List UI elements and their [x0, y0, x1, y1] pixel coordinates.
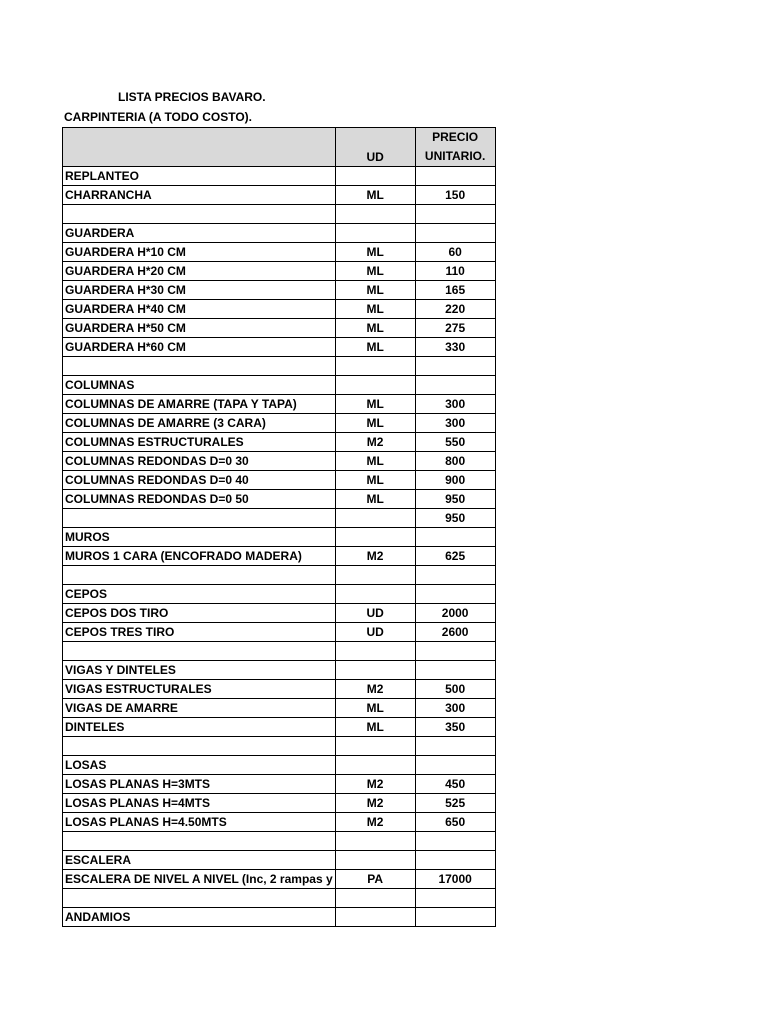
cell-unit: M2: [335, 547, 415, 566]
cell-unit: ML: [335, 319, 415, 338]
cell-description: GUARDERA H*60 CM: [63, 338, 336, 357]
cell-unit: ML: [335, 281, 415, 300]
cell-price: 950: [415, 490, 495, 509]
cell-unit: [335, 566, 415, 585]
cell-unit: ML: [335, 471, 415, 490]
cell-description: COLUMNAS REDONDAS D=0 30: [63, 452, 336, 471]
cell-price: 2600: [415, 623, 495, 642]
cell-unit: [335, 224, 415, 243]
table-row: [63, 889, 496, 908]
cell-unit: ML: [335, 186, 415, 205]
price-table: [62, 127, 496, 927]
cell-price: [415, 585, 495, 604]
cell-description: GUARDERA H*10 CM: [63, 243, 336, 262]
cell-unit: ML: [335, 414, 415, 433]
cell-description: ESCALERA DE NIVEL A NIVEL (Inc, 2 rampas y: [63, 870, 336, 889]
table-row: [63, 813, 496, 832]
cell-unit: M2: [335, 433, 415, 452]
cell-description: [63, 832, 336, 851]
table-row: [63, 281, 496, 300]
cell-price: 110: [415, 262, 495, 281]
cell-description: COLUMNAS: [63, 376, 336, 395]
cell-description: GUARDERA: [63, 224, 336, 243]
cell-description: COLUMNAS ESTRUCTURALES: [63, 433, 336, 452]
cell-unit: [335, 737, 415, 756]
cell-price: [415, 357, 495, 376]
cell-description: LOSAS PLANAS H=3MTS: [63, 775, 336, 794]
cell-price: [415, 167, 495, 186]
cell-price: 2000: [415, 604, 495, 623]
cell-price: [415, 566, 495, 585]
cell-unit: M2: [335, 794, 415, 813]
table-row: [63, 414, 496, 433]
cell-unit: [335, 357, 415, 376]
cell-unit: [335, 205, 415, 224]
cell-description: ANDAMIOS: [63, 908, 336, 927]
table-row: [63, 870, 496, 889]
cell-unit: ML: [335, 718, 415, 737]
table-row: [63, 205, 496, 224]
table-row: [63, 319, 496, 338]
cell-price: [415, 528, 495, 547]
cell-description: COLUMNAS REDONDAS D=0 40: [63, 471, 336, 490]
cell-price: [415, 737, 495, 756]
cell-description: MUROS 1 CARA (ENCOFRADO MADERA): [63, 547, 336, 566]
cell-price: [415, 661, 495, 680]
cell-description: [63, 509, 336, 528]
cell-price: 300: [415, 395, 495, 414]
table-row: [63, 718, 496, 737]
header-unit-price: [415, 128, 495, 167]
cell-description: LOSAS PLANAS H=4.50MTS: [63, 813, 336, 832]
table-row: [63, 680, 496, 699]
cell-price: 800: [415, 452, 495, 471]
cell-unit: UD: [335, 604, 415, 623]
cell-description: [63, 889, 336, 908]
cell-description: CEPOS: [63, 585, 336, 604]
cell-price: 330: [415, 338, 495, 357]
cell-unit: [335, 851, 415, 870]
cell-unit: ML: [335, 243, 415, 262]
table-row: [63, 566, 496, 585]
table-row: [63, 167, 496, 186]
cell-description: VIGAS ESTRUCTURALES: [63, 680, 336, 699]
table-row: [63, 832, 496, 851]
cell-description: COLUMNAS DE AMARRE (TAPA Y TAPA): [63, 395, 336, 414]
table-row: [63, 433, 496, 452]
table-row: [63, 908, 496, 927]
document-title: LISTA PRECIOS BAVARO.: [118, 90, 266, 104]
cell-price: 300: [415, 699, 495, 718]
cell-description: MUROS: [63, 528, 336, 547]
cell-price: [415, 889, 495, 908]
cell-unit: [335, 585, 415, 604]
cell-unit: [335, 509, 415, 528]
cell-description: DINTELES: [63, 718, 336, 737]
cell-price: 165: [415, 281, 495, 300]
cell-price: 550: [415, 433, 495, 452]
cell-description: [63, 357, 336, 376]
table-row: [63, 224, 496, 243]
cell-price: 650: [415, 813, 495, 832]
cell-unit: ML: [335, 262, 415, 281]
table-row: [63, 338, 496, 357]
table-row: [63, 186, 496, 205]
cell-price: [415, 851, 495, 870]
table-row: [63, 509, 496, 528]
table-row: [63, 262, 496, 281]
cell-price: [415, 642, 495, 661]
table-header-row: [63, 128, 496, 167]
cell-price: 500: [415, 680, 495, 699]
cell-price: 525: [415, 794, 495, 813]
cell-description: GUARDERA H*40 CM: [63, 300, 336, 319]
cell-price: 17000: [415, 870, 495, 889]
cell-description: CEPOS TRES TIRO: [63, 623, 336, 642]
table-row: [63, 756, 496, 775]
table-row: [63, 490, 496, 509]
table-body: [63, 167, 496, 927]
cell-unit: [335, 167, 415, 186]
table-row: [63, 547, 496, 566]
document-subtitle: CARPINTERIA (A TODO COSTO).: [64, 110, 253, 124]
header-price-line1: PRECIO: [432, 130, 479, 144]
cell-price: [415, 756, 495, 775]
table-row: [63, 376, 496, 395]
header-unit: UD: [335, 128, 415, 167]
cell-unit: ML: [335, 395, 415, 414]
cell-unit: [335, 661, 415, 680]
cell-unit: M2: [335, 680, 415, 699]
cell-description: VIGAS Y DINTELES: [63, 661, 336, 680]
header-price-line2: UNITARIO.: [424, 149, 486, 163]
cell-unit: [335, 756, 415, 775]
table-row: [63, 528, 496, 547]
cell-price: [415, 205, 495, 224]
cell-price: [415, 376, 495, 395]
cell-description: CHARRANCHA: [63, 186, 336, 205]
cell-unit: [335, 376, 415, 395]
cell-price: 275: [415, 319, 495, 338]
table-row: [63, 300, 496, 319]
cell-price: 950: [415, 509, 495, 528]
cell-price: 900: [415, 471, 495, 490]
cell-price: [415, 224, 495, 243]
table-row: [63, 395, 496, 414]
table-row: [63, 623, 496, 642]
cell-unit: ML: [335, 300, 415, 319]
cell-unit: ML: [335, 490, 415, 509]
cell-price: 60: [415, 243, 495, 262]
cell-price: 625: [415, 547, 495, 566]
cell-unit: ML: [335, 452, 415, 471]
cell-description: LOSAS PLANAS H=4MTS: [63, 794, 336, 813]
table-row: [63, 604, 496, 623]
cell-description: [63, 642, 336, 661]
cell-unit: M2: [335, 813, 415, 832]
cell-unit: PA: [335, 870, 415, 889]
cell-description: REPLANTEO: [63, 167, 336, 186]
table-row: [63, 452, 496, 471]
cell-price: 350: [415, 718, 495, 737]
cell-price: [415, 832, 495, 851]
table-row: [63, 661, 496, 680]
cell-description: VIGAS DE AMARRE: [63, 699, 336, 718]
cell-price: 450: [415, 775, 495, 794]
cell-unit: [335, 528, 415, 547]
cell-unit: ML: [335, 338, 415, 357]
table-row: [63, 471, 496, 490]
cell-price: 220: [415, 300, 495, 319]
table-row: [63, 737, 496, 756]
table-row: [63, 585, 496, 604]
cell-description: COLUMNAS DE AMARRE (3 CARA): [63, 414, 336, 433]
cell-price: 300: [415, 414, 495, 433]
cell-description: GUARDERA H*50 CM: [63, 319, 336, 338]
table-row: [63, 775, 496, 794]
cell-unit: [335, 889, 415, 908]
cell-unit: ML: [335, 699, 415, 718]
cell-price: [415, 908, 495, 927]
cell-description: ESCALERA: [63, 851, 336, 870]
cell-description: GUARDERA H*20 CM: [63, 262, 336, 281]
cell-description: [63, 205, 336, 224]
cell-unit: UD: [335, 623, 415, 642]
table-row: [63, 794, 496, 813]
cell-description: [63, 737, 336, 756]
cell-unit: [335, 832, 415, 851]
cell-description: CEPOS DOS TIRO: [63, 604, 336, 623]
table-row: [63, 851, 496, 870]
table-row: [63, 642, 496, 661]
header-description: [63, 128, 336, 167]
cell-unit: [335, 642, 415, 661]
cell-description: GUARDERA H*30 CM: [63, 281, 336, 300]
cell-description: [63, 566, 336, 585]
cell-description: LOSAS: [63, 756, 336, 775]
table-row: [63, 699, 496, 718]
cell-unit: [335, 908, 415, 927]
table-row: [63, 357, 496, 376]
cell-price: 150: [415, 186, 495, 205]
table-row: [63, 243, 496, 262]
cell-unit: M2: [335, 775, 415, 794]
cell-description: COLUMNAS REDONDAS D=0 50: [63, 490, 336, 509]
